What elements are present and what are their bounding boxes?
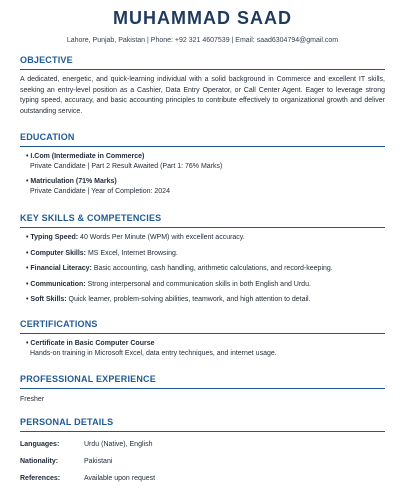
skill-label: • Soft Skills:	[26, 296, 67, 303]
experience-title: PROFESSIONAL EXPERIENCE	[20, 374, 385, 389]
skill-label: • Typing Speed:	[26, 234, 79, 241]
certification-name: • Certificate in Basic Computer Course	[26, 340, 155, 347]
skill-label: • Communication:	[26, 280, 86, 288]
skill-label: • Financial Literacy:	[26, 265, 92, 272]
detail-key: Nationality:	[20, 458, 59, 465]
skill-text: Strong interpersonal and communication skills in both English and Urdu.	[85, 280, 311, 288]
personal-row-languages	[20, 440, 385, 450]
skill-text: Basic accounting, cash handling, arithmetic calculations, and record-keeping.	[91, 265, 333, 272]
education-degree: • Matriculation (71% Marks)	[26, 178, 117, 185]
skill-item	[20, 249, 385, 259]
skill-item	[20, 295, 385, 305]
personal-row-nationality	[20, 457, 385, 467]
objective-section	[20, 55, 385, 117]
education-item	[20, 177, 385, 197]
contact-line: Lahore, Punjab, Pakistan | Phone: +92 321 4607539 | Email: saad6304794@gmail.com	[66, 37, 339, 44]
skills-section	[20, 213, 385, 305]
education-item	[20, 152, 385, 172]
skill-item	[20, 233, 385, 243]
skill-item	[20, 280, 385, 290]
detail-value: Pakistani	[84, 458, 113, 465]
objective-title: OBJECTIVE	[20, 55, 385, 70]
certification-detail: Hands-on training in Microsoft Excel, data entry techniques, and internet usage.	[30, 350, 277, 357]
skills-title: KEY SKILLS & COMPETENCIES	[20, 213, 385, 228]
candidate-name: MUHAMMAD SAAD	[113, 8, 292, 28]
education-section	[20, 132, 385, 197]
detail-key: References:	[20, 475, 61, 482]
detail-value: Available upon request	[84, 475, 156, 482]
personal-row-references	[20, 474, 385, 484]
education-detail: Private Candidate | Part 2 Result Awaited (Part 1: 76% Marks)	[30, 163, 223, 170]
experience-section	[20, 374, 385, 405]
experience-text: Fresher	[20, 396, 45, 403]
certifications-title: CERTIFICATIONS	[20, 319, 385, 334]
detail-key: Languages:	[20, 441, 60, 448]
skill-text: MS Excel, Internet Browsing.	[86, 249, 178, 257]
education-degree: • I.Com (Intermediate in Commerce)	[26, 153, 145, 160]
skill-text: Quick learner, problem-solving abilities, teamwork, and high attention to detail.	[66, 296, 311, 303]
certification-item	[20, 339, 385, 359]
personal-section	[20, 417, 385, 484]
education-title: EDUCATION	[20, 132, 385, 147]
education-detail: Private Candidate | Year of Completion: 2024	[30, 188, 170, 195]
skill-label: • Computer Skills:	[26, 249, 87, 257]
personal-title: PERSONAL DETAILS	[20, 417, 385, 432]
detail-value: Urdu (Native), English	[84, 441, 153, 448]
skill-text: 40 Words Per Minute (WPM) with excellent accuracy.	[78, 234, 245, 241]
skill-item	[20, 264, 385, 274]
objective-text: A dedicated, energetic, and quick-learning individual with a solid background in Commerce and excellent IT skills, seeking an entry-level position as a Cashier, Data Entry Operator, or Call Center Agent. Eager to leverage strong typing speed, accuracy, and basic accounting principles to contribute effectively to organizational growth and deliver outstanding service.	[20, 76, 385, 115]
certifications-section	[20, 319, 385, 359]
